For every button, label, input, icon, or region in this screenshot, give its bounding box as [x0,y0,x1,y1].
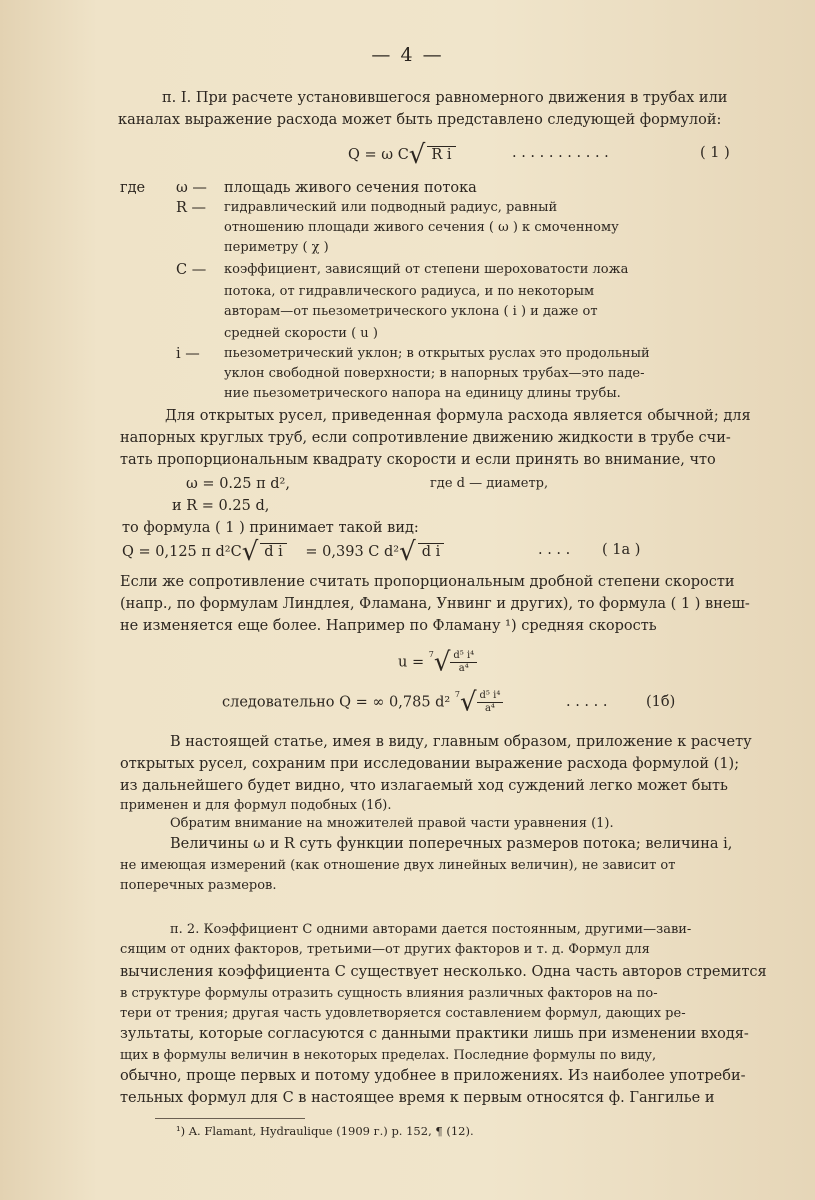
fraction-numerator: d⁵ i⁴ [477,690,504,703]
paragraph-4-line: из дальнейшего будет видно, что излагаемый ход суждений легко может быть [120,778,728,794]
paragraph-7-line: сящим от одних факторов, третьими—от других факторов и т. д. Формул для [120,942,650,957]
formula-1-lhs: Q = ω C [348,147,409,163]
root-index: 7 [454,690,460,699]
formula-u-fraction [450,650,477,675]
def-symbol-omega: ω — [176,180,207,196]
def-text: отношению площади живого сечения ( ω ) к смоченному [224,220,619,235]
paragraph-7-line: щих в формулы величин в некоторых пределах. Последние формулы по виду, [120,1048,657,1063]
formula-1-dots: . . . . . . . . . . . [512,145,609,161]
footnote: ¹) A. Flamant, Hydraulique (1909 г.) р. 152, ¶ (12). [176,1124,474,1138]
paragraph-2-line: Для открытых русел, приведенная формула расхода является обычной; для [165,408,751,424]
paragraph-7-line: вычисления коэффициента C существует несколько. Одна часть авторов стремится [120,964,767,980]
paragraph-7-line: в структуре формулы отразить сущность влияния различных факторов на по- [120,986,658,1001]
paragraph-7-line: п. 2. Коэффициент C одними авторами дается постоянным, другими—зави- [170,922,692,937]
fraction-numerator: d⁵ i⁴ [450,650,477,663]
equation-r: и R = 0.25 d, [172,498,270,514]
formula-1b-dots: . . . . . [566,694,608,710]
paragraph-1-line: каналах выражение расхода может быть представлено следующей формулой: [118,112,722,128]
then-line: то формула ( 1 ) принимает такой вид: [122,520,419,536]
paragraph-5: Обратим внимание на множителей правой части уравнения (1). [170,816,614,831]
formula-1b [222,687,503,718]
paragraph-7-line: обычно, проще первых и потому удобнее в приложениях. Из наиболее употреби- [120,1068,746,1084]
formula-1a [122,537,444,567]
def-text: потока, от гидравлического радиуса, и по некоторым [224,284,595,299]
def-text: ние пьезометрического напора на единицу длины трубы. [224,386,621,401]
paragraph-6-line: поперечных размеров. [120,878,277,893]
formula-1b-number: (1б) [646,694,676,710]
footnote-rule [155,1118,305,1119]
def-symbol-c: C — [176,262,207,278]
paragraph-3-line: (напр., по формулам Линдлея, Фламана, Унвинг и других), то формула ( 1 ) внеш- [120,596,750,612]
paragraph-2-line: тать пропорциональным квадрату скорости и если принять во внимание, что [120,452,716,468]
def-symbol-r: R — [176,200,207,216]
paragraph-3-line: не изменяется еще более. Например по Фламану ¹) средняя скорость [120,618,657,634]
root-index: 7 [428,650,434,659]
radical-sign: √ [459,687,477,718]
paragraph-7-line: зультаты, которые согласуются с данными практики лишь при изменении входя- [120,1026,749,1042]
paragraph-2-line: напорных круглых труб, если сопротивление движению жидкости в трубе счи- [120,430,731,446]
def-text: уклон свободной поверхности; в напорных трубах—это паде- [224,366,645,381]
formula-1a-lhs: Q = 0,125 π d²C [122,544,242,560]
formula-1b-lhs: следовательно Q = ∞ 0,785 d² [222,694,451,711]
fraction-denominator: a⁴ [484,703,495,714]
def-text: площадь живого сечения потока [224,180,477,196]
paragraph-6-line: Величины ω и R суть функции поперечных размеров потока; величина i, [170,836,733,852]
formula-1b-fraction [477,690,504,715]
radical-sign: √ [433,647,451,678]
def-symbol-i: i — [176,346,200,362]
page-number: — 4 — [371,44,444,66]
def-text: гидравлический или подводный радиус, равный [224,200,558,215]
fraction-denominator: a⁴ [458,663,469,674]
paragraph-4-line: В настоящей статье, имея в виду, главным образом, приложение к расчету [170,734,752,750]
formula-1 [348,140,456,170]
paragraph-4-line: открытых русел, сохраним при исследовании выражение расхода формулой (1); [120,756,740,772]
def-text: пьезометрический уклон; в открытых руслах это продольный [224,346,650,361]
formula-1a-mid: = 0,393 C d² [305,544,400,560]
equation-omega: ω = 0.25 π d², [186,476,290,492]
radical-sign: √ [408,140,426,170]
paragraph-4-line: применен и для формул подобных (1б). [120,798,392,813]
paragraph-7-line: тельных формул для C в настоящее время к первым относятся ф. Гангилье и [120,1090,715,1106]
formula-u [398,647,477,678]
paragraph-1-line: п. I. При расчете установившегося равномерного движения в трубах или [162,90,728,106]
paragraph-7-line: тери от трения; другая часть удовлетворяется составлением формул, дающих ре- [120,1006,686,1021]
def-text: коэффициент, зависящий от степени шероховатости ложа [224,262,629,277]
paragraph-6-line: не имеющая измерений (как отношение двух линейных величин), не зависит от [120,858,676,873]
formula-1-radicand: R i [427,146,455,163]
def-text: периметру ( χ ) [224,240,329,255]
radical-sign: √ [399,537,416,567]
def-text: средней скорости ( u ) [224,326,378,341]
where-label: где [120,180,146,196]
formula-1-number: ( 1 ) [700,145,730,161]
formula-1a-number: ( 1a ) [602,542,641,558]
formula-1a-radicand: d i [260,543,287,560]
formula-1a-radicand-2: d i [418,543,445,560]
equation-where-d: где d — диаметр, [430,476,549,491]
formula-u-lhs: u = [398,654,425,671]
formula-1a-dots: . . . . [538,542,571,558]
paragraph-3-line: Если же сопротивление считать пропорциональным дробной степени скорости [120,574,735,590]
radical-sign: √ [241,537,259,567]
def-text: авторам—от пьезометрического уклона ( i ) и даже от [224,304,598,319]
